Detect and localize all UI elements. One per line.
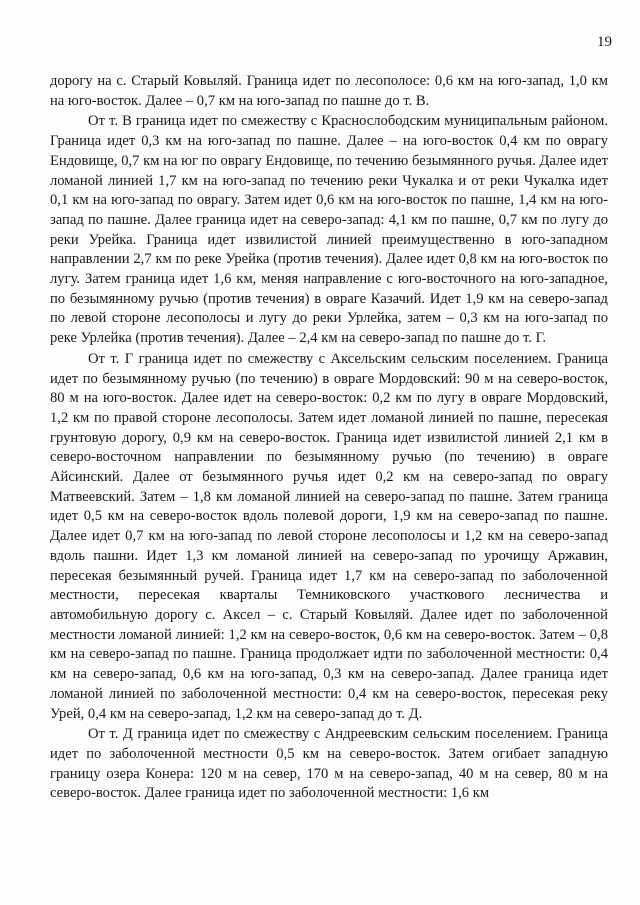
paragraph-point-g: От т. Г граница идет по смежеству с Аксельским сельским поселением. Граница идет по безымянному ручью (по течению) в овраге Мордовский: 90 м на северо-восток, 80 м на юго-восток. Далее идет на северо-восток: 0,2 км по лугу в овраге Мордовский, 1,2 км по правой стороне лесополосы. Затем идет ломаной линией по пашне, пересекая грунтовую дорогу, 0,9 км на северо-восток. Граница идет извилистой линией 2,1 км в северо-восточном направлении по безымянному ручью (по течению) в овраге Айсинский. Далее от безымянного ручья идет 0,2 км на северо-запад по оврагу Матвеевский. Затем – 1,8 км ломаной линией на северо-запад по пашне. Затем граница идет 0,5 км на северо-восток вдоль полевой дороги, 1,9 км на северо-запад по пашне. Далее идет 0,7 км на юго-запад по левой стороне лесополосы и 1,2 км на северо-запад вдоль пашни. Идет 1,3 км ломаной линией на северо-запад по урочищу Аржавин, пересекая безымянный ручей. Граница идет 1,7 км на северо-запад по заболоченной местности, пересекая кварталы Темниковского участкового лесничества и автомобильную дорогу с. Аксел – с. Старый Ковыляй. Далее идет по заболоченной местности ломаной линией: 1,2 км на северо-восток, 0,6 км на северо-восток. Затем – 0,8 км на северо-запад по пашне. Граница продолжает идти по заболоченной местности: 0,4 км на северо-запад, 0,6 км на юго-запад, 0,3 км на северо-запад. Далее граница идет ломаной линией по заболоченной местности: 0,4 км на северо-восток, пересекая реку Урей, 0,4 км на северо-запад, 1,2 км на северо-запад до т. Д.: [50, 350, 608, 722]
paragraph-continuation: дорогу на с. Старый Ковыляй. Граница идет по лесополосе: 0,6 км на юго-запад, 1,0 км на юго-восток. Далее – 0,7 км на юго-запад по пашне до т. В.: [50, 73, 608, 109]
page-number: 19: [597, 34, 612, 50]
paragraph-point-d: От т. Д граница идет по смежеству с Андреевским сельским поселением. Граница идет по заболоченной местности 0,5 км на северо-восток. Затем огибает западную границу озера Конера: 120 м на север, 170 м на северо-запад, 40 м на север, 80 м на северо-восток. Далее граница идет по заболоченной местности: 1,6 км: [50, 726, 608, 802]
document-body: [50, 72, 608, 804]
paragraph-point-v: От т. В граница идет по смежеству с Краснослободским муниципальным районом. Граница идет 0,3 км на юго-запад по пашне. Далее – на юго-восток 0,4 км по оврагу Ендовище, 0,7 км на юг по оврагу Ендовище, по течению безымянного ручья. Далее идет ломаной линией 1,7 км на юго-запад по течению реки Чукалка и от реки Чукалка идет 0,1 км на юго-запад по оврагу. Затем идет 0,6 км на юго-восток по пашне, 1,4 км на юго-запад по пашне. Далее граница идет на северо-запад: 4,1 км по пашне, 0,7 км по лугу до реки Урейка. Граница идет извилистой линией преимущественно в юго-западном направлении 2,7 км по реке Урейка (против течения). Далее идет 0,8 км на юго-восток по лугу. Затем граница идет 1,6 км, меняя направление с юго-восточного на юго-западное, по безымянному ручью (против течения) в овраге Казачий. Идет 1,9 км на северо-запад по левой стороне лесополосы и лугу до реки Урлейка, затем – 0,3 км на юго-запад по реке Урлейка (против течения). Далее – 2,4 км на северо-запад по пашне до т. Г.: [50, 113, 608, 347]
